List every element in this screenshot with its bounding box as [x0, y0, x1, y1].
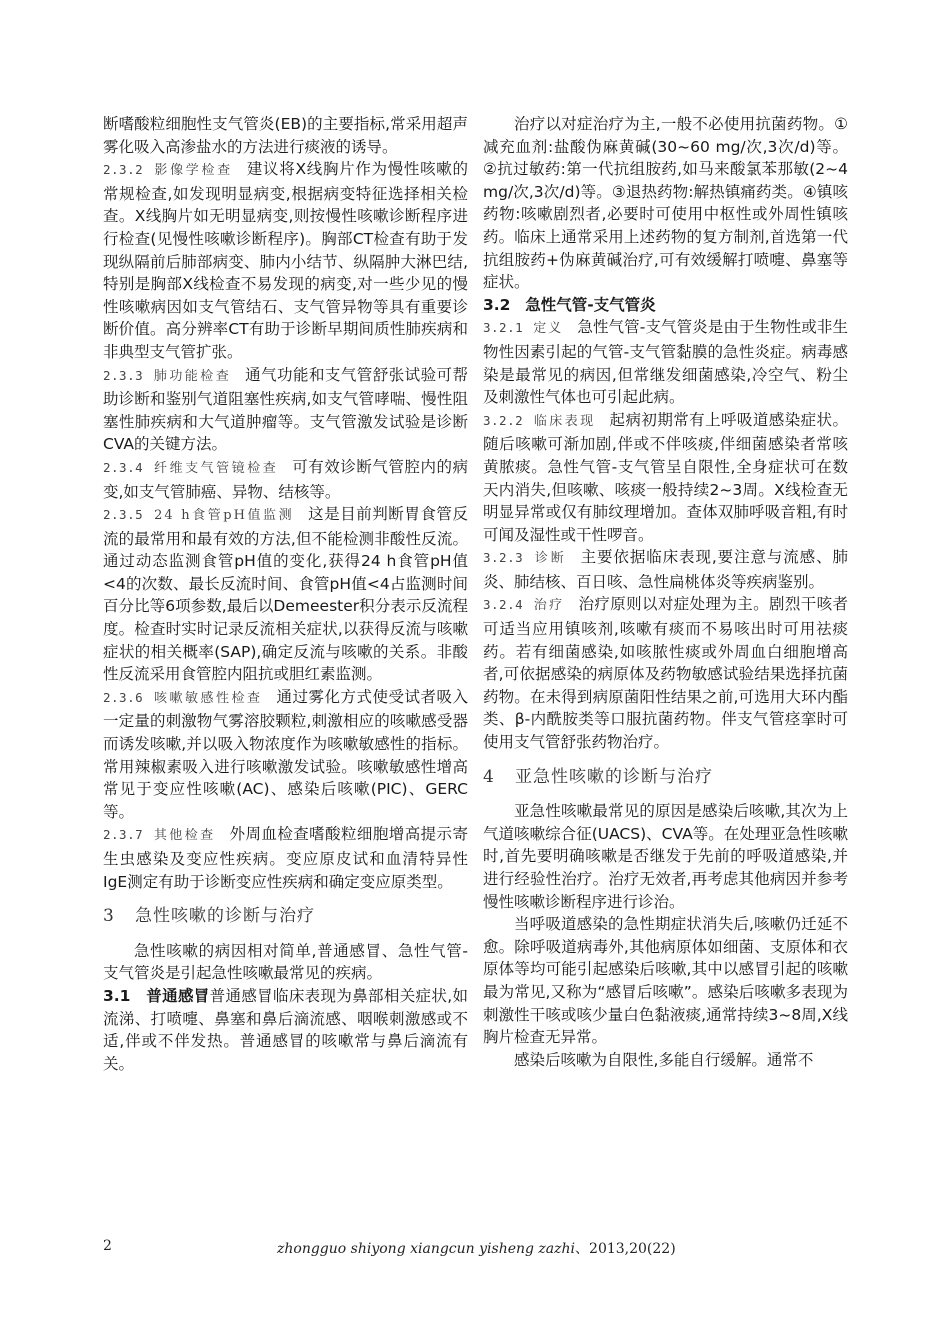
page-number: 2 — [103, 1238, 112, 1254]
paragraph-treatment: 治疗以对症治疗为主,一般不必使用抗菌药物。①减充血剂:盐酸伪麻黄碱(30~60 mg/次,3次/d)等。②抗过敏药:第一代抗组胺药,如马来酸氯苯那敏(2~4 mg/次,3次/d)等。③退热药物:解热镇痛药类。④镇咳药物:咳嗽剧烈者,必要时可使用中枢性或外周性镇咳药。临床上通常采用上述药物的复方制剂,首选第一代抗组胺药+伪麻黄碱治疗,可有效缓解打喷嚏、鼻塞等症状。 — [483, 115, 848, 292]
section-text: 主要依据临床表现,要注意与流感、肺炎、肺结核、百日咳、急性扁桃体炎等疾病鉴别。 — [483, 548, 848, 591]
section-number: 2.3.2 — [103, 162, 144, 178]
journal-name: zhongguo shiyong xiangcun yisheng zazhi — [277, 1241, 576, 1257]
left-column — [103, 113, 468, 1075]
section-text: 通过雾化方式使受试者吸入一定量的刺激物气雾溶胶颗粒,刺激相应的咳嗽感受器而诱发咳嗽,并以吸入物浓度作为咳嗽敏感性的指标。常用辣椒素吸入进行咳嗽激发试验。咳嗽敏感性增高常见于变应性咳嗽(AC)、感染后咳嗽(PIC)、GERC等。 — [103, 687, 468, 821]
section-title: 咳嗽敏感性检查 — [154, 690, 263, 706]
section-2-3-5 — [103, 503, 468, 686]
section-title: 临床表现 — [533, 413, 596, 429]
section-3-2-2 — [483, 409, 848, 547]
section-text: 治疗原则以对症处理为主。剧烈干咳者可适当应用镇咳剂,咳嗽有痰而不易咳出时可用祛痰药。若有细菌感染,如咳脓性痰或外周血白细胞增高者,可依据感染的病原体及药物敏感试验结果选择抗菌药物。在未得到病原菌阳性结果之前,可选用大环内酯类、β-内酰胺类等口服抗菌药物。伴支气管痉挛时可使用支气管舒张药物治疗。 — [483, 595, 848, 752]
section-title: 诊断 — [534, 551, 567, 567]
paragraph-subacute-causes: 亚急性咳嗽最常见的原因是感染后咳嗽,其次为上气道咳嗽综合征(UACS)、CVA等。在处理亚急性咳嗽时,首先要明确咳嗽是否继发于先前的呼吸道感染,并进行经验性治疗。治疗无效者,再考虑其他病因并参考慢性咳嗽诊断程序进行诊治。 — [483, 802, 848, 911]
journal-issue: 、2013,20(22) — [575, 1241, 676, 1257]
section-text: 起病初期常有上呼吸道感染症状。随后咳嗽可渐加剧,伴或不伴咳痰,伴细菌感染者常咳黄脓痰。急性气管-支气管呈自限性,全身症状可在数天内消失,但咳嗽、咳痰一般持续2~3周。X线检查无明显异常或仅有肺纹理增加。查体双肺呼吸音粗,有时可闻及湿性或干性啰音。 — [483, 410, 848, 544]
section-text: 建议将X线胸片作为慢性咳嗽的常规检查,如发现明显病变,根据病变特征选择相关检查。X线胸片如无明显病变,则按慢性咳嗽诊断程序进行检查(见慢性咳嗽诊断程序)。胸部CT检查有助于发现纵隔前后肺部病变、肺内小结节、纵隔肿大淋巴结,特别是胸部X线检查不易发现的病变,对一些少见的慢性咳嗽病因如支气管结石、支气管异物等具有重要诊断价值。高分辨率CT有助于诊断早期间质性肺疾病和非典型支气管扩张。 — [103, 160, 468, 361]
section-title: 普通感冒 — [146, 986, 210, 1005]
paragraph-self-limiting: 感染后咳嗽为自限性,多能自行缓解。通常不 — [514, 1050, 814, 1069]
section-number: 2.3.7 — [103, 827, 144, 843]
section-3-2-1 — [483, 316, 848, 408]
section-number: 3.2.3 — [483, 550, 524, 566]
section-text: 外周血检查嗜酸粒细胞增高提示寄生虫感染及变应性疾病。变应原皮试和血清特异性IgE测定有助于诊断变应性疾病和确定变应原类型。 — [103, 825, 468, 891]
heading-title: 亚急性咳嗽的诊断与治疗 — [515, 766, 713, 787]
section-3-2-4 — [483, 593, 848, 753]
section-number: 3.2.1 — [483, 320, 524, 336]
paragraph-eb-induction: 断嗜酸粒细胞性支气管炎(EB)的主要指标,常采用超声雾化吸入高渗盐水的方法进行痰液的诱导。 — [103, 115, 468, 156]
section-2-3-6 — [103, 686, 468, 824]
section-number: 3.2 — [483, 295, 511, 314]
section-title: 急性气管-支气管炎 — [525, 295, 656, 314]
section-title: 24 h食管pH值监测 — [154, 508, 295, 524]
section-3-2-3 — [483, 546, 848, 593]
section-3-2 — [483, 294, 848, 317]
section-number: 2.3.3 — [103, 367, 144, 383]
section-title: 影像学检查 — [154, 163, 233, 179]
section-text: 通气功能和支气管舒张试验可帮助诊断和鉴别气道阻塞性疾病,如支气管哮喘、慢性阻塞性肺疾病和大气道肿瘤等。支气管激发试验是诊断CVA的关键方法。 — [103, 365, 468, 454]
section-text: 可有效诊断气管腔内的病变,如支气管肺癌、异物、结核等。 — [103, 457, 468, 501]
section-number: 3.1 — [103, 986, 131, 1005]
heading-section-4 — [483, 766, 848, 789]
section-2-3-2 — [103, 158, 468, 363]
section-title: 纤维支气管镜检查 — [154, 460, 279, 476]
section-2-3-7 — [103, 823, 468, 893]
heading-number: 4 — [483, 766, 495, 787]
paragraph-acute-cough: 急性咳嗽的病因相对简单,普通感冒、急性气管-支气管炎是引起急性咳嗽最常见的疾病。 — [103, 941, 468, 983]
section-2-3-4 — [103, 456, 468, 503]
section-text: 急性气管-支气管炎是由于生物性或非生物性因素引起的气管-支气管黏膜的急性炎症。病毒感染是最常见的病因,但常继发细菌感染,冷空气、粉尘及刺激性气体也可引起此病。 — [483, 318, 848, 407]
section-number: 3.2.4 — [483, 597, 524, 613]
section-title: 其他检查 — [153, 828, 216, 844]
heading-title: 急性咳嗽的诊断与治疗 — [135, 906, 315, 927]
section-number: 2.3.6 — [103, 689, 144, 705]
section-3-1 — [103, 985, 468, 1075]
section-text: 这是目前判断胃食管反流的最常用和最有效的方法,但不能检测非酸性反流。通过动态监测食管pH值的变化,获得24 h食管pH值<4的次数、最长反流时间、食管pH值<4占监测时间百分比等6项参数,最后以Demeester积分表示反流程度。检查时实时记录反流相关症状,以获得反流与咳嗽症状的相关概率(SAP),确定反流与咳嗽的关系。非酸性反流采用食管腔内阻抗或胆红素监测。 — [103, 505, 468, 684]
section-2-3-3 — [103, 364, 468, 456]
section-title: 治疗 — [533, 598, 565, 614]
section-title: 定义 — [533, 321, 564, 337]
heading-section-3 — [103, 905, 468, 928]
section-text: 普通感冒临床表现为鼻部相关症状,如流涕、打喷嚏、鼻塞和鼻后滴流感、咽喉刺激感或不适,伴或不伴发热。普通感冒的咳嗽常与鼻后滴流有关。 — [103, 986, 468, 1073]
journal-citation — [277, 1238, 676, 1258]
paragraph-post-infection-cough: 当呼吸道感染的急性期症状消失后,咳嗽仍迁延不愈。除呼吸道病毒外,其他病原体如细菌、支原体和衣原体等均可能引起感染后咳嗽,其中以感冒引起的咳嗽最为常见,又称为“感冒后咳嗽”。感染后咳嗽多表现为刺激性干咳或咳少量白色黏液痰,通常持续3~8周,X线胸片检查无异常。 — [483, 915, 848, 1047]
section-number: 3.2.2 — [483, 412, 524, 428]
section-title: 肺功能检查 — [153, 368, 232, 384]
right-column — [483, 113, 848, 1071]
heading-number: 3 — [103, 906, 115, 927]
section-number: 2.3.5 — [103, 507, 144, 523]
section-number: 2.3.4 — [103, 459, 144, 475]
